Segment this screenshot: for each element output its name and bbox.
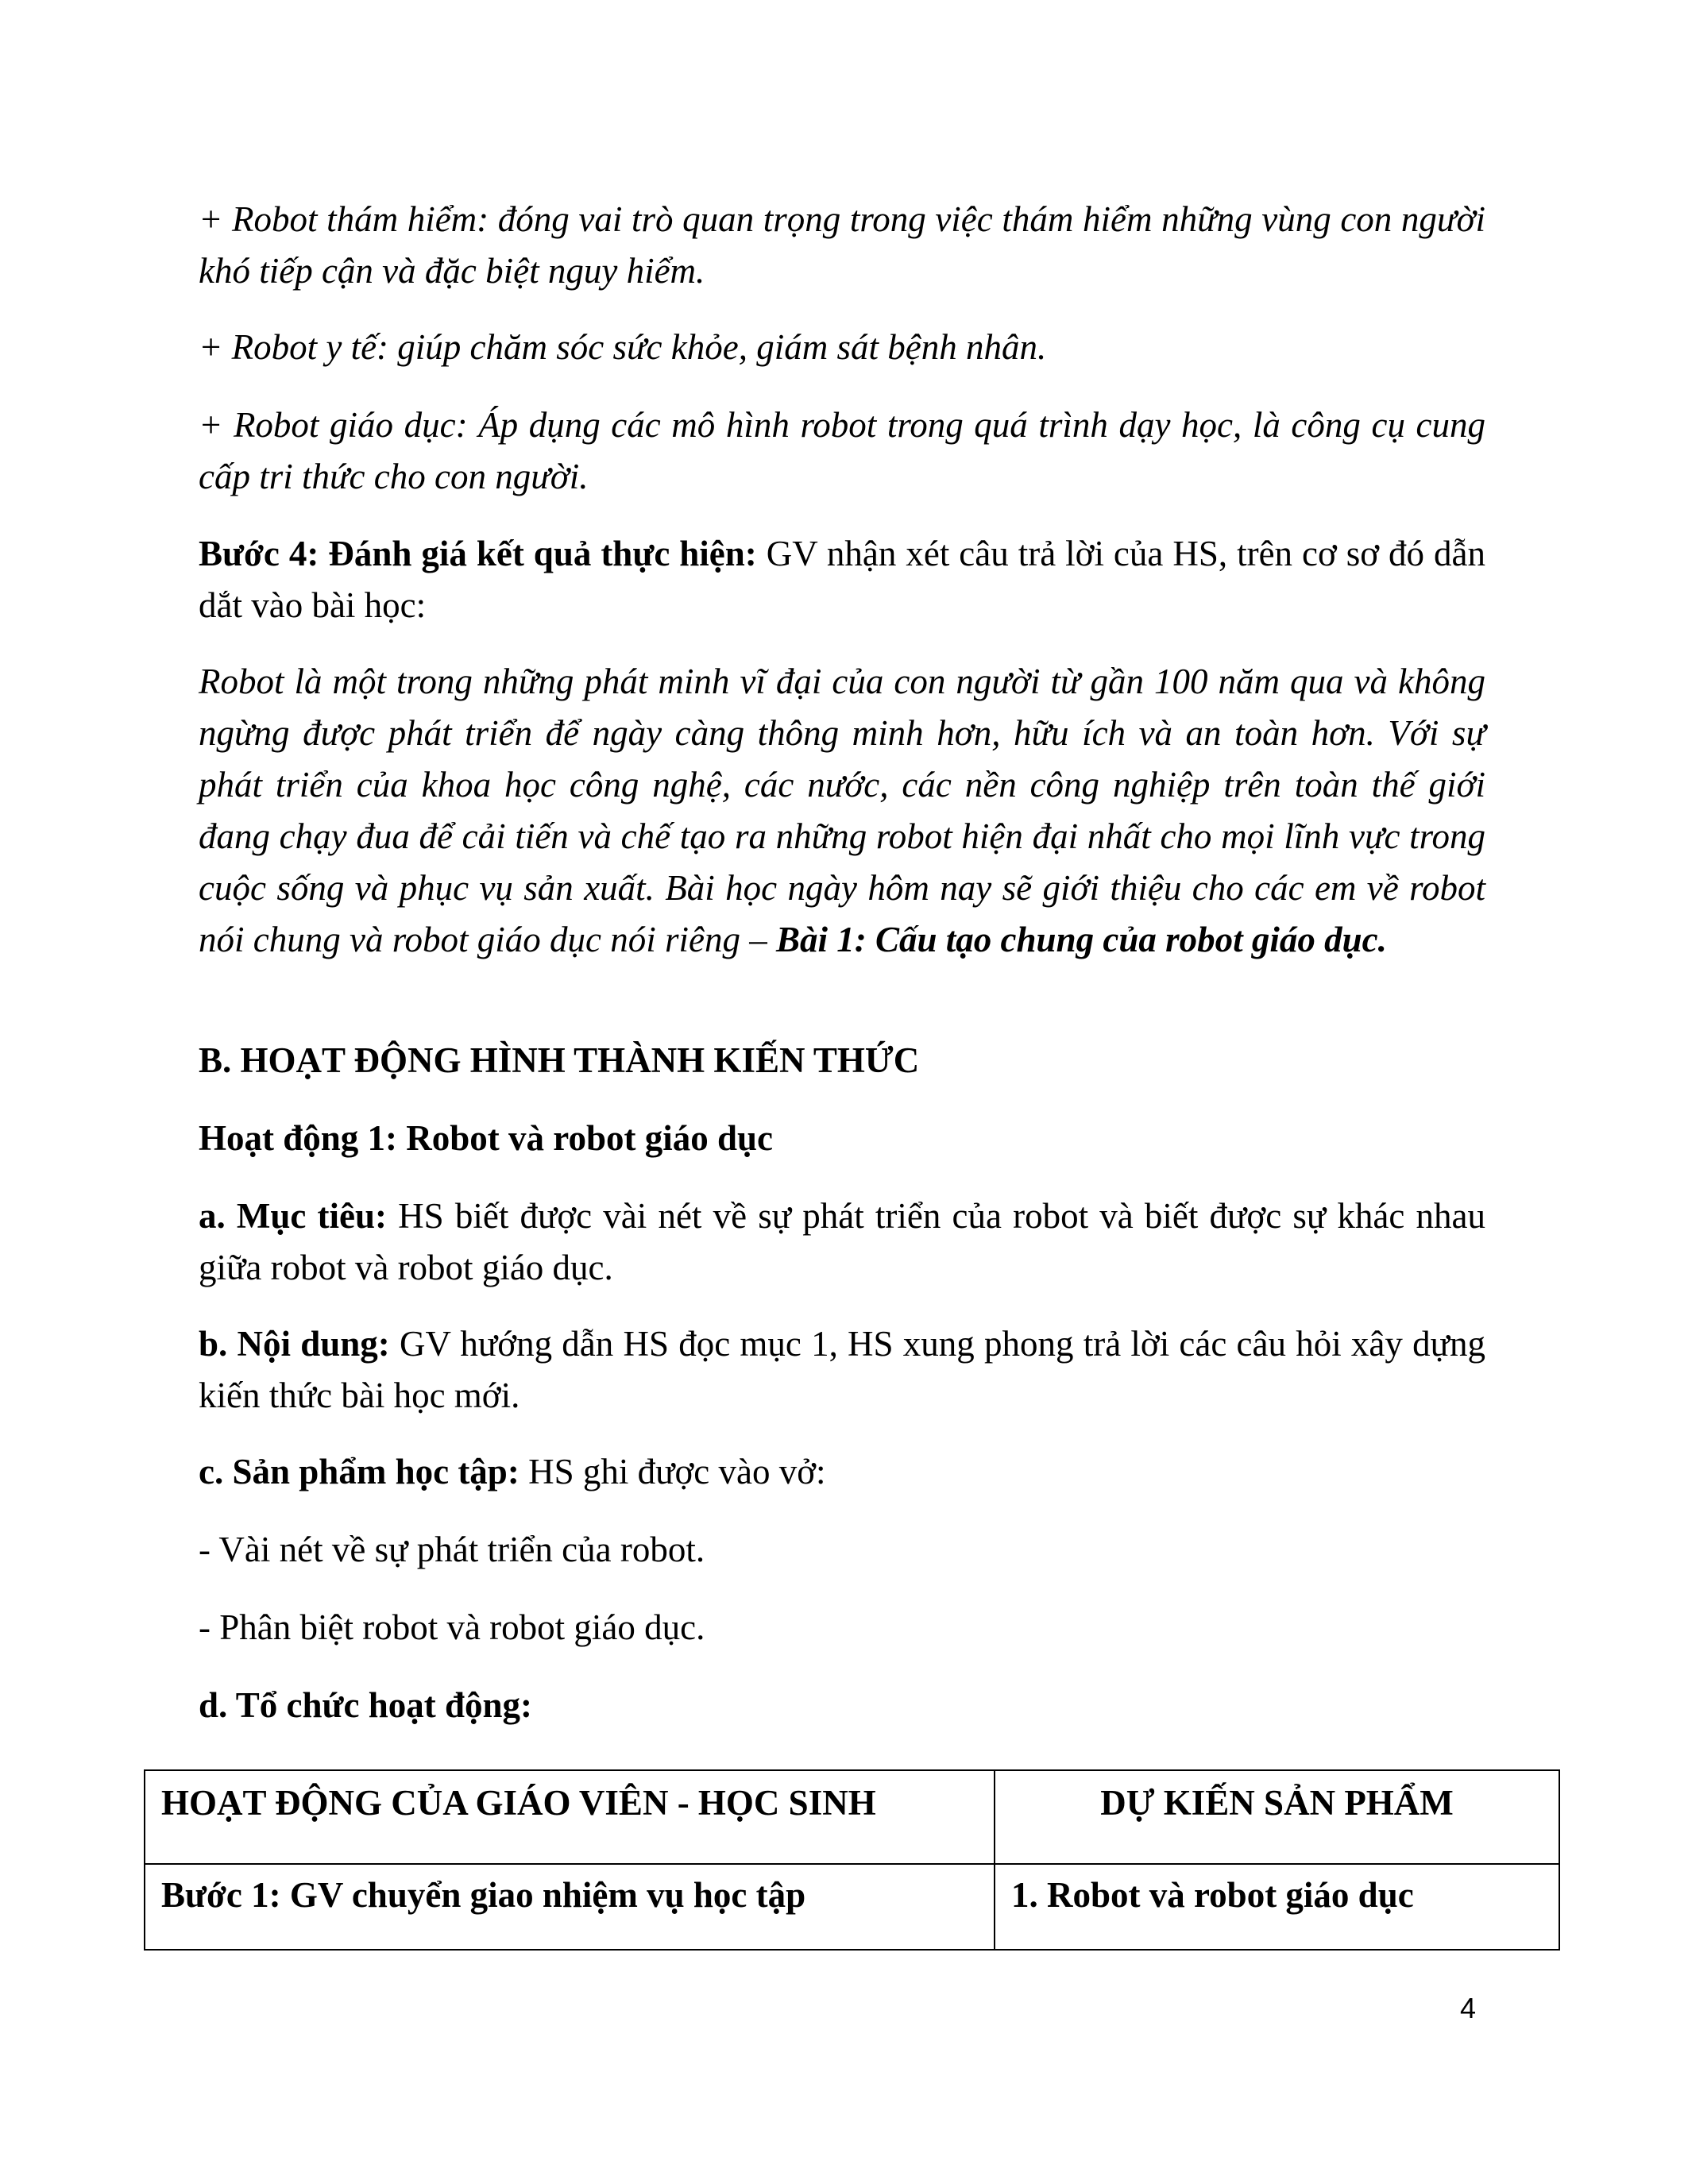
header-expected-product: DỰ KIẾN SẢN PHẨM xyxy=(995,1770,1559,1864)
page-number: 4 xyxy=(1460,1992,1477,2024)
activity-table xyxy=(144,1769,1560,1951)
list-item: - Phân biệt robot và robot giáo dục. xyxy=(199,1607,705,1647)
paragraph-step4: Bước 4: Đánh giá kết quả thực hiện: GV nhận xét câu trả lời của HS, trên cơ sơ đó dẫn dắt vào bài học: xyxy=(199,534,1485,625)
section-heading: B. HOẠT ĐỘNG HÌNH THÀNH KIẾN THỨC xyxy=(199,1040,920,1080)
lesson-title: Bài 1: Cấu tạo chung của robot giáo dục. xyxy=(776,920,1387,959)
paragraph-introduction: Robot là một trong những phát minh vĩ đại của con người từ gần 100 năm qua và không ngừng được phát triển để ngày càng thông minh hơn, hữu ích và an toàn hơn. Với sự phát triển của khoa học công nghệ, các nước, các nền công nghiệp trên toàn thế giới đang chạy đua để cải tiến và chế tạo ra những robot hiện đại nhất cho mọi lĩnh vực trong cuộc sống và phục vụ sản xuất. Bài học ngày hôm nay sẽ giới thiệu cho các em về robot nói chung và robot giáo dục nói riêng – Bài 1: Cấu tạo chung của robot giáo dục. xyxy=(199,662,1485,959)
table-cell: 1. Robot và robot giáo dục xyxy=(995,1864,1559,1950)
list-item: - Vài nét về sự phát triển của robot. xyxy=(199,1530,705,1569)
table-header-row xyxy=(145,1770,1559,1864)
paragraph-education-robot: + Robot giáo dục: Áp dụng các mô hình robot trong quá trình dạy học, là công cụ cung cấp tri thức cho con người. xyxy=(199,405,1485,496)
product-label: c. Sản phẩm học tập: xyxy=(199,1452,520,1491)
content-label: b. Nội dung: xyxy=(199,1324,390,1364)
paragraph-exploration-robot: + Robot thám hiểm: đóng vai trò quan trọng trong việc thám hiểm những vùng con người khó tiếp cận và đặc biệt nguy hiểm. xyxy=(199,199,1485,291)
paragraph-goal: a. Mục tiêu: HS biết được vài nét về sự phát triển của robot và biết được sự khác nhau giữa robot và robot giáo dục. xyxy=(199,1196,1485,1287)
table-row xyxy=(145,1864,1559,1950)
table-cell: Bước 1: GV chuyển giao nhiệm vụ học tập xyxy=(145,1864,995,1950)
paragraph-medical-robot: + Robot y tế: giúp chăm sóc sức khỏe, giám sát bệnh nhân. xyxy=(199,327,1047,367)
header-teacher-student: HOẠT ĐỘNG CỦA GIÁO VIÊN - HỌC SINH xyxy=(145,1770,995,1864)
paragraph-content: b. Nội dung: GV hướng dẫn HS đọc mục 1, HS xung phong trả lời các câu hỏi xây dựng kiến thức bài học mới. xyxy=(199,1324,1485,1415)
step4-label: Bước 4: Đánh giá kết quả thực hiện: xyxy=(199,534,757,573)
organize-heading: d. Tổ chức hoạt động: xyxy=(199,1685,533,1725)
paragraph-product: c. Sản phẩm học tập: HS ghi được vào vở: xyxy=(199,1452,826,1491)
activity-heading: Hoạt động 1: Robot và robot giáo dục xyxy=(199,1118,773,1158)
goal-label: a. Mục tiêu: xyxy=(199,1196,388,1236)
